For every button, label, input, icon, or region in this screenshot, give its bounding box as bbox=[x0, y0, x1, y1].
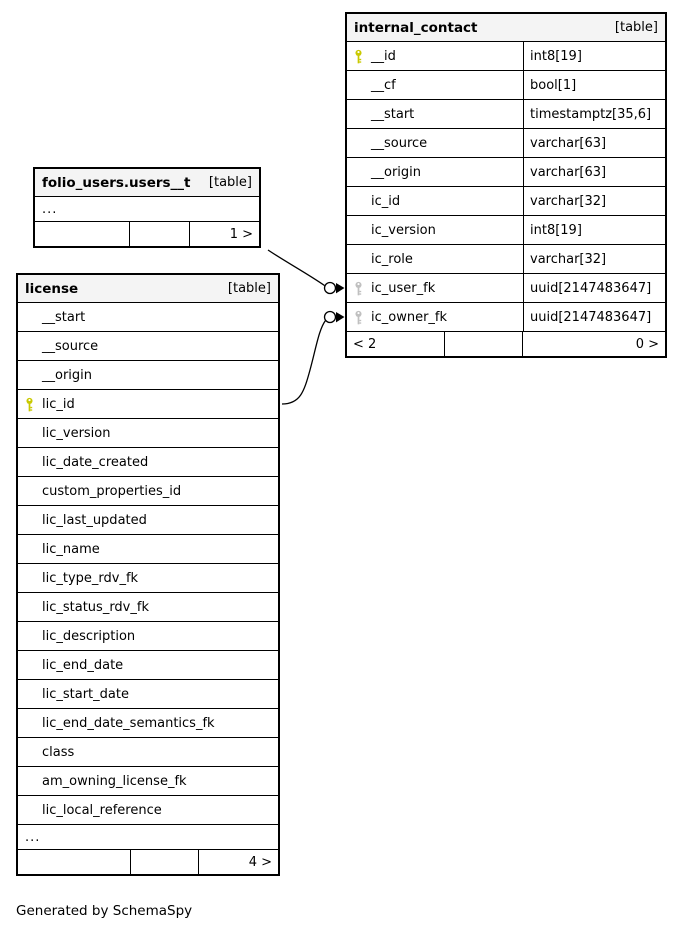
column-type: uuid[2147483647] bbox=[530, 309, 652, 325]
column-row bbox=[18, 506, 278, 535]
column-name-cell bbox=[18, 796, 278, 824]
column-name-cell bbox=[18, 709, 278, 737]
column-name-cell bbox=[18, 390, 278, 418]
column-name: lic_end_date bbox=[42, 657, 124, 673]
column-name: lic_id bbox=[42, 396, 75, 412]
column-name: lic_end_date_semantics_fk bbox=[42, 715, 215, 731]
column-name-cell bbox=[18, 448, 278, 476]
column-name-cell bbox=[18, 361, 278, 389]
table-footer bbox=[18, 850, 278, 874]
column-name-cell bbox=[347, 100, 524, 128]
column-row bbox=[18, 593, 278, 622]
column-row bbox=[347, 129, 665, 158]
footer-children-count: 0 > bbox=[635, 336, 659, 352]
column-name-cell bbox=[18, 651, 278, 679]
column-name-cell bbox=[18, 303, 278, 331]
column-name-cell bbox=[347, 245, 524, 273]
footer-children-count: 1 > bbox=[229, 226, 253, 242]
column-name-cell bbox=[18, 419, 278, 447]
column-name-cell bbox=[347, 216, 524, 244]
column-type: int8[19] bbox=[530, 222, 582, 238]
generated-by-note: Generated by SchemaSpy bbox=[16, 903, 193, 919]
table-header-license[interactable] bbox=[18, 275, 278, 303]
zero-one-circle-marker bbox=[325, 312, 336, 323]
column-row bbox=[18, 738, 278, 767]
column-name-cell bbox=[347, 42, 524, 70]
column-name: __id bbox=[371, 48, 396, 64]
footer-parents-count: < 2 bbox=[347, 332, 445, 356]
arrowhead-icon bbox=[336, 312, 345, 322]
column-row bbox=[347, 216, 665, 245]
column-row bbox=[18, 477, 278, 506]
key-icon bbox=[354, 281, 363, 296]
column-name: __start bbox=[371, 106, 415, 122]
footer-parents-count bbox=[18, 850, 131, 874]
column-name: ic_user_fk bbox=[371, 280, 436, 296]
column-name-cell bbox=[18, 622, 278, 650]
table-internal-contact bbox=[345, 12, 667, 358]
table-license bbox=[16, 273, 280, 876]
key-icon bbox=[354, 310, 363, 325]
table-footer bbox=[347, 332, 665, 356]
table-tag: [table] bbox=[208, 175, 252, 190]
table-title[interactable]: folio_users.users__t bbox=[42, 174, 191, 191]
table-folio-users-users-t bbox=[33, 167, 261, 248]
column-row bbox=[18, 651, 278, 680]
key-icon bbox=[354, 49, 363, 64]
collapsed-columns-ellipsis: ... bbox=[18, 825, 278, 850]
column-name-cell bbox=[347, 158, 524, 186]
column-name: ic_owner_fk bbox=[371, 309, 448, 325]
column-row bbox=[18, 767, 278, 796]
column-type: varchar[63] bbox=[530, 164, 607, 180]
column-name-cell bbox=[347, 71, 524, 99]
column-name-cell bbox=[18, 332, 278, 360]
column-row bbox=[18, 535, 278, 564]
column-row bbox=[347, 158, 665, 187]
zero-one-circle-marker bbox=[325, 283, 336, 294]
footer-middle-cell bbox=[131, 850, 199, 874]
column-name-cell bbox=[18, 506, 278, 534]
column-row bbox=[347, 274, 665, 303]
table-title[interactable]: internal_contact bbox=[354, 19, 478, 36]
column-name-cell bbox=[18, 564, 278, 592]
column-name: ic_id bbox=[371, 193, 401, 209]
column-name-cell bbox=[18, 738, 278, 766]
column-type: bool[1] bbox=[530, 77, 577, 93]
table-header-folio-users[interactable] bbox=[35, 169, 259, 197]
column-row bbox=[347, 303, 665, 332]
column-name-cell bbox=[18, 535, 278, 563]
footer-middle-cell bbox=[130, 222, 190, 246]
column-row bbox=[18, 622, 278, 651]
column-row bbox=[347, 42, 665, 71]
column-name: lic_name bbox=[42, 541, 100, 557]
column-list bbox=[18, 303, 278, 825]
column-name: custom_properties_id bbox=[42, 483, 182, 499]
table-footer bbox=[35, 222, 259, 246]
column-name: __source bbox=[371, 135, 428, 151]
column-row bbox=[18, 709, 278, 738]
column-name: __start bbox=[42, 309, 86, 325]
column-type: varchar[32] bbox=[530, 251, 607, 267]
collapsed-columns-ellipsis: ... bbox=[35, 197, 259, 222]
column-type: uuid[2147483647] bbox=[530, 280, 652, 296]
column-type: varchar[63] bbox=[530, 135, 607, 151]
column-list bbox=[347, 42, 665, 332]
key-icon bbox=[25, 397, 34, 412]
column-name-cell bbox=[347, 274, 524, 302]
column-name: class bbox=[42, 744, 75, 760]
column-name: lic_status_rdv_fk bbox=[42, 599, 149, 615]
column-name: __source bbox=[42, 338, 99, 354]
footer-middle-cell bbox=[445, 332, 523, 356]
column-name: ic_version bbox=[371, 222, 436, 238]
column-row bbox=[347, 245, 665, 274]
column-name: __origin bbox=[42, 367, 93, 383]
column-type: varchar[32] bbox=[530, 193, 607, 209]
column-row bbox=[18, 332, 278, 361]
column-row bbox=[347, 100, 665, 129]
column-name-cell bbox=[18, 477, 278, 505]
column-name-cell bbox=[347, 303, 524, 331]
table-tag: [table] bbox=[227, 281, 271, 296]
column-name: am_owning_license_fk bbox=[42, 773, 187, 789]
connector-license-to-ic-owner-fk bbox=[282, 321, 326, 405]
column-name: lic_date_created bbox=[42, 454, 149, 470]
column-name: lic_description bbox=[42, 628, 136, 644]
table-header-internal-contact[interactable] bbox=[347, 14, 665, 42]
column-type: int8[19] bbox=[530, 48, 582, 64]
column-name: lic_type_rdv_fk bbox=[42, 570, 139, 586]
table-tag: [table] bbox=[614, 20, 658, 35]
column-row bbox=[347, 71, 665, 100]
column-name: __origin bbox=[371, 164, 422, 180]
column-name-cell bbox=[347, 129, 524, 157]
column-name: ic_role bbox=[371, 251, 413, 267]
column-row bbox=[18, 303, 278, 332]
column-name-cell bbox=[347, 187, 524, 215]
column-name: lic_local_reference bbox=[42, 802, 162, 818]
column-row bbox=[18, 796, 278, 825]
column-row bbox=[18, 419, 278, 448]
column-name-cell bbox=[18, 680, 278, 708]
column-row bbox=[18, 361, 278, 390]
column-row bbox=[18, 680, 278, 709]
column-row bbox=[18, 448, 278, 477]
footer-parents-count bbox=[35, 222, 130, 246]
column-name-cell bbox=[18, 767, 278, 795]
column-row bbox=[18, 564, 278, 593]
arrowhead-icon bbox=[336, 283, 345, 293]
column-name-cell bbox=[18, 593, 278, 621]
column-name: lic_last_updated bbox=[42, 512, 147, 528]
column-name: __cf bbox=[371, 77, 396, 93]
column-type: timestamptz[35,6] bbox=[530, 106, 652, 122]
column-row bbox=[18, 390, 278, 419]
table-title[interactable]: license bbox=[25, 280, 79, 297]
column-name: lic_version bbox=[42, 425, 111, 441]
column-name: lic_start_date bbox=[42, 686, 129, 702]
column-row bbox=[347, 187, 665, 216]
footer-children-count: 4 > bbox=[248, 854, 272, 870]
